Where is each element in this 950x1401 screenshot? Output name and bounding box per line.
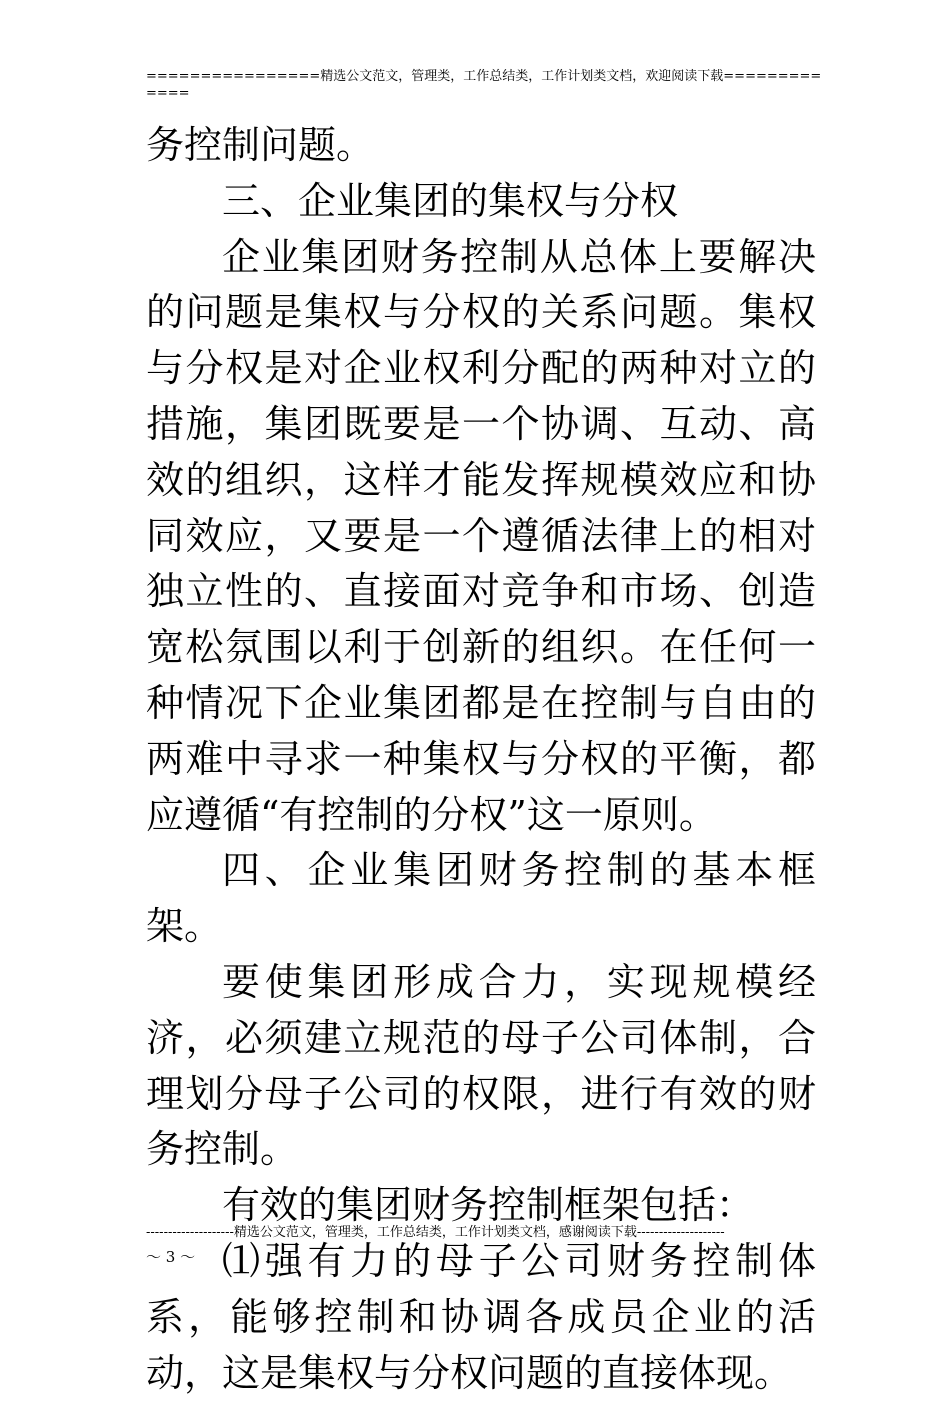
paragraph-4: 有效的集团财务控制框架包括： (222, 1183, 755, 1228)
page-footer: --------------------精选公文范文，管理类，工作总结类，工作计划类文档，感谢阅读下载-------------------- (146, 1225, 725, 1240)
paragraph-1: 务控制问题。 (146, 123, 375, 167)
document-body (146, 118, 816, 1401)
page-number: ～ 3 ～ (146, 1248, 196, 1266)
page-header: ================精选公文范文，管理类，工作总结类，工作计划类文档，欢迎阅读下载============= (146, 69, 822, 101)
paragraph-5: ⑴强有力的母子公司财务控制体系，能够控制和协调各成员企业的活动，这是集权与分权问题的直接体现。 (146, 1238, 816, 1395)
paragraph-2: 企业集团财务控制从总体上要解决的问题是集权与分权的关系问题。集权与分权是对企业权利分配的两种对立的措施，集团既要是一个协调、互动、高效的组织，这样才能发挥规模效应和协同效应，又要是一个遵循法律上的相对独立性的、直接面对竞争和市场、创造宽松氛围以利于创新的组织。在任何一种情况下企业集团都是在控制与自由的两难中寻求一种集权与分权的平衡，都应遵循“有控制的分权”这一原则。 (146, 234, 816, 837)
section-heading-4: 四、企业集团财务控制的基本框架。 (146, 848, 816, 949)
paragraph-3: 要使集团形成合力，实现规模经济，必须建立规范的母子公司体制，合理划分母子公司的权限，进行有效的财务控制。 (146, 959, 816, 1172)
section-heading-3: 三、企业集团的集权与分权 (222, 178, 679, 223)
